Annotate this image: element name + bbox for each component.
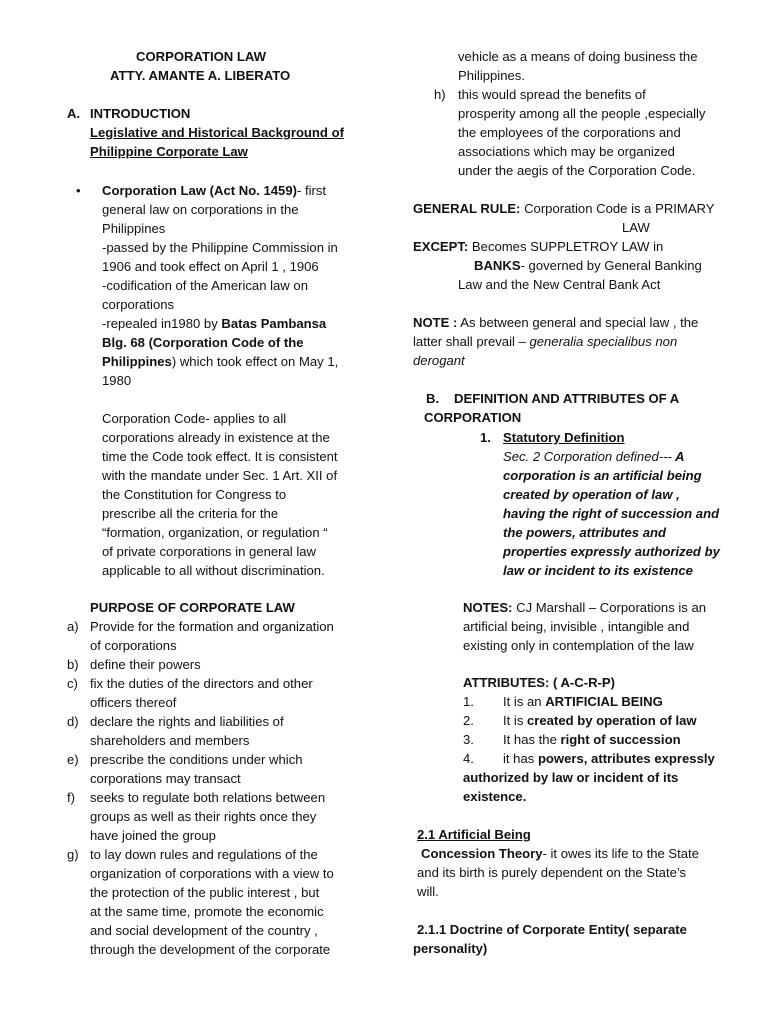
- purpose-d-line-2: shareholders and members: [90, 733, 250, 748]
- sec2-line: [503, 447, 684, 466]
- artificial-heading: 2.1 Artificial Being: [417, 827, 531, 842]
- banks-text: - governed by General Banking: [520, 258, 702, 273]
- statutory-heading: Statutory Definition: [503, 430, 625, 445]
- code-line-4: with the mandate under Sec. 1 Art. XII of: [102, 468, 338, 483]
- year-line: 1980: [102, 373, 132, 388]
- attr-4-bold: powers, attributes expressly: [537, 751, 715, 766]
- note-line-1: [413, 313, 698, 332]
- concession-line-2: and its birth is purely dependent on the State’s: [417, 865, 687, 880]
- purpose-f-line-2: groups as well as their rights once they: [90, 809, 317, 824]
- code-line-3: time the Code took effect. It is consistent: [102, 449, 338, 464]
- attr-3: [503, 730, 681, 749]
- section-b-marker: B.: [426, 391, 440, 406]
- concession-bold: Concession Theory: [421, 846, 543, 861]
- attr-num-3: 3.: [463, 732, 474, 747]
- note-line-3: derogant: [413, 353, 465, 368]
- repealed-line: [102, 314, 326, 333]
- purpose-b-line-1: define their powers: [90, 657, 201, 672]
- act-line-1: general law on corporations in the: [102, 202, 299, 217]
- attr-2-bold: created by operation of law: [527, 713, 697, 728]
- purpose-g-cont-1: vehicle as a means of doing business the: [458, 49, 698, 64]
- attr-1-bold: ARTIFICIAL BEING: [545, 694, 663, 709]
- repealed-pre: -repealed in1980 by: [102, 316, 222, 331]
- attr-num-1: 1.: [463, 694, 474, 709]
- subheading-line-2: Philippine Corporate Law: [90, 144, 248, 159]
- purpose-g-cont-2: Philippines.: [458, 68, 525, 83]
- purpose-label-h: h): [434, 87, 446, 102]
- act-title: Corporation Law (Act No. 1459): [102, 183, 297, 198]
- purpose-h-line-1: this would spread the benefits of: [458, 87, 646, 102]
- attr-1-plain: It is an: [503, 694, 546, 709]
- attr-4-plain: it has: [503, 751, 538, 766]
- concession-line: [421, 844, 699, 863]
- sec2-line-1: corporation is an artificial being: [503, 468, 702, 483]
- purpose-c-line-1: fix the duties of the directors and other: [90, 676, 313, 691]
- notes-line-2: artificial being, invisible , intangible and: [463, 619, 690, 634]
- purpose-label-d: d): [67, 714, 79, 729]
- sec2-line-5: properties expressly authorized by: [503, 544, 720, 559]
- attr-4: [503, 749, 715, 768]
- act-line-2: Philippines: [102, 221, 166, 236]
- sec2-bold: A: [671, 449, 685, 464]
- purpose-h-line-2: prosperity among all the people ,especially: [458, 106, 706, 121]
- doctrine-line-1: 2.1.1 Doctrine of Corporate Entity( separate: [417, 922, 687, 937]
- doc-author: ATTY. AMANTE A. LIBERATO: [110, 68, 291, 83]
- attr-3-plain: It has the: [503, 732, 561, 747]
- subheading-line-1: Legislative and Historical Background of: [90, 125, 344, 140]
- section-b-heading-2: CORPORATION: [424, 410, 522, 425]
- concession-rest: - it owes its life to the State: [542, 846, 699, 861]
- attr-num-2: 2.: [463, 713, 474, 728]
- repealed-bold: Batas Pambansa: [221, 316, 327, 331]
- code-line-5: the Constitution for Congress to: [102, 487, 287, 502]
- banks-line: [474, 256, 702, 275]
- purpose-label-g: g): [67, 847, 79, 862]
- code-line-2: corporations already in existence at the: [102, 430, 330, 445]
- notes-label: NOTES:: [463, 600, 513, 615]
- sec2-line-2: created by operation of law ,: [503, 487, 680, 502]
- note-label: NOTE :: [413, 315, 458, 330]
- statutory-num: 1.: [480, 430, 491, 445]
- attr-3-bold: right of succession: [560, 732, 681, 747]
- purpose-g-line-1: to lay down rules and regulations of the: [90, 847, 318, 862]
- section-b-heading-1: DEFINITION AND ATTRIBUTES OF A: [454, 391, 680, 406]
- code-line-1: Corporation Code- applies to all: [102, 411, 287, 426]
- banks-label: BANKS: [474, 258, 521, 273]
- note-plain: latter shall prevail –: [413, 334, 530, 349]
- purpose-f-line-1: seeks to regulate both relations between: [90, 790, 326, 805]
- general-rule-label: GENERAL RULE:: [413, 201, 521, 216]
- purpose-g-line-6: through the development of the corporate: [90, 942, 331, 957]
- phil-line: [102, 352, 338, 371]
- act-line-5: -codification of the American law on: [102, 278, 308, 293]
- purpose-g-line-2: organization of corporations with a view to: [90, 866, 334, 881]
- note-line-2: [413, 332, 677, 351]
- attr-num-4: 4.: [463, 751, 474, 766]
- act-line-3: -passed by the Philippine Commission in: [102, 240, 338, 255]
- attr-2: [503, 711, 697, 730]
- doc-title: CORPORATION LAW: [136, 49, 266, 64]
- act-line-6: corporations: [102, 297, 175, 312]
- act-line-4: 1906 and took effect on April 1 , 1906: [102, 259, 319, 274]
- note-italic: generalia specialibus non: [529, 334, 678, 349]
- general-rule-line: [413, 199, 715, 218]
- purpose-h-line-3: the employees of the corporations and: [458, 125, 681, 140]
- purpose-g-line-5: and social development of the country ,: [90, 923, 318, 938]
- except-text: Becomes SUPPLETROY LAW in: [468, 239, 664, 254]
- act-line: [102, 181, 326, 200]
- purpose-heading: PURPOSE OF CORPORATE LAW: [90, 600, 295, 615]
- attributes-heading: ATTRIBUTES: ( A-C-R-P): [463, 675, 616, 690]
- code-line-8: of private corporations in general law: [102, 544, 316, 559]
- attr-cont-2: existence.: [463, 789, 527, 804]
- section-a-marker: A.: [67, 106, 81, 121]
- purpose-a-line-2: of corporations: [90, 638, 177, 653]
- sec2-line-6: law or incident to its existence: [503, 563, 693, 578]
- sec2-line-4: the powers, attributes and: [503, 525, 666, 540]
- notes-line-3: existing only in contemplation of the law: [463, 638, 694, 653]
- except-line: [413, 237, 663, 256]
- purpose-d-line-1: declare the rights and liabilities of: [90, 714, 284, 729]
- purpose-e-line-2: corporations may transact: [90, 771, 241, 786]
- notes-text: CJ Marshall – Corporations is an: [512, 600, 707, 615]
- purpose-e-line-1: prescribe the conditions under which: [90, 752, 303, 767]
- general-rule-text: Corporation Code is a PRIMARY: [520, 201, 715, 216]
- phil-rest: ) which took effect on May 1,: [171, 354, 339, 369]
- blg-line: Blg. 68 (Corporation Code of the: [102, 335, 304, 350]
- purpose-g-line-3: the protection of the public interest , but: [90, 885, 320, 900]
- note-text: As between general and special law , the: [457, 315, 699, 330]
- sec2-line-3: having the right of succession and: [503, 506, 720, 521]
- attr-2-plain: It is: [503, 713, 528, 728]
- except-label: EXCEPT:: [413, 239, 469, 254]
- purpose-g-line-4: at the same time, promote the economic: [90, 904, 324, 919]
- purpose-label-b: b): [67, 657, 79, 672]
- purpose-label-e: e): [67, 752, 79, 767]
- notes-line-1: [463, 598, 706, 617]
- act-rest: - first: [296, 183, 327, 198]
- attr-cont-1: authorized by law or incident of its: [463, 770, 679, 785]
- purpose-label-a: a): [67, 619, 79, 634]
- purpose-label-c: c): [67, 676, 78, 691]
- general-rule-cont: LAW: [622, 220, 650, 235]
- attr-1: [503, 692, 663, 711]
- sec2-italic: Sec. 2 Corporation defined---: [503, 449, 672, 464]
- concession-line-3: will.: [417, 884, 439, 899]
- code-line-9: applicable to all without discrimination.: [102, 563, 325, 578]
- banks-cont: Law and the New Central Bank Act: [458, 277, 661, 292]
- section-a-heading: INTRODUCTION: [90, 106, 191, 121]
- purpose-a-line-1: Provide for the formation and organization: [90, 619, 334, 634]
- purpose-c-line-2: officers thereof: [90, 695, 177, 710]
- code-line-7: “formation, organization, or regulation “: [102, 525, 328, 540]
- purpose-h-line-5: under the aegis of the Corporation Code.: [458, 163, 696, 178]
- purpose-h-line-4: associations which may be organized: [458, 144, 675, 159]
- purpose-f-line-3: have joined the group: [90, 828, 216, 843]
- bullet-icon: •: [76, 183, 81, 198]
- phil-bold: Philippines: [102, 354, 172, 369]
- purpose-label-f: f): [67, 790, 75, 805]
- doctrine-line-2: personality): [413, 941, 488, 956]
- code-line-6: prescribe all the criteria for the: [102, 506, 279, 521]
